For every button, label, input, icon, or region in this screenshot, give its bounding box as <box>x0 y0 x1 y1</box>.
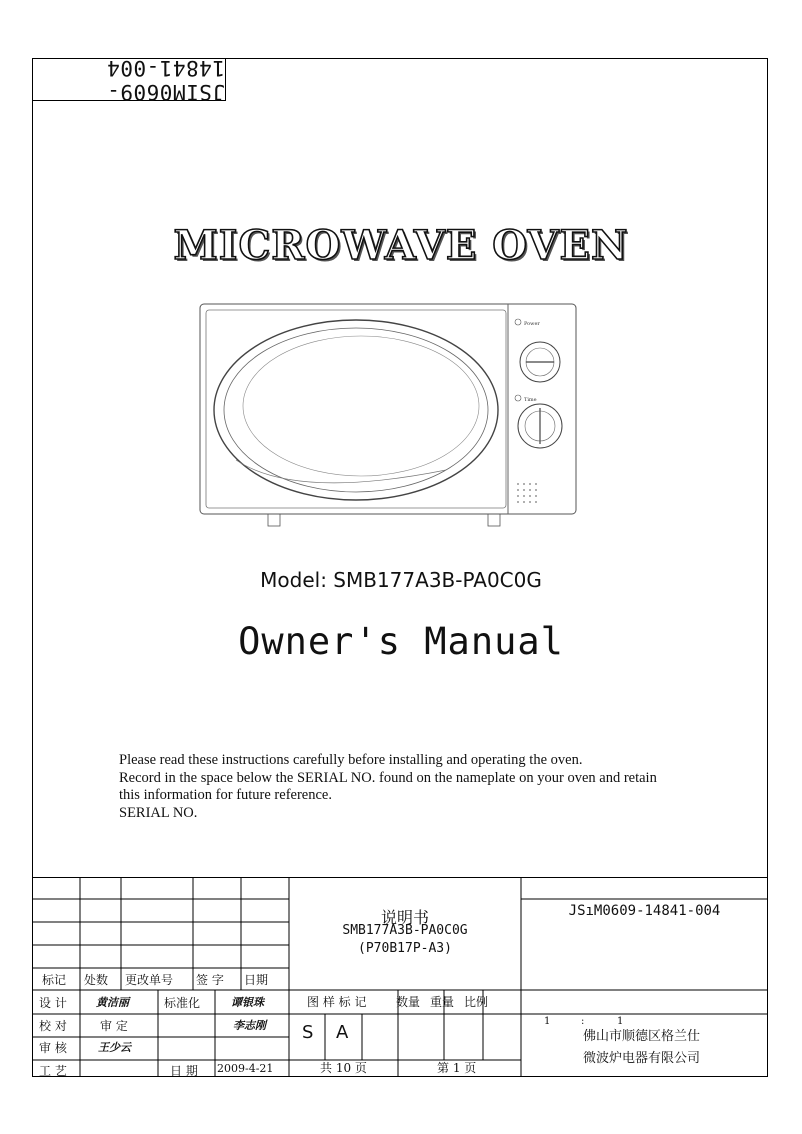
scale-left: 1 <box>544 1016 551 1027</box>
rotated-doc-code-box <box>32 55 226 104</box>
date-label: 日 期 <box>170 1064 198 1078</box>
instruction-line: this information for future reference. <box>119 787 332 803</box>
total-pages: 共 10 页 <box>320 1061 367 1075</box>
rev-header-count: 处数 <box>84 973 109 987</box>
mark-s: S <box>302 1022 314 1043</box>
design-signature: 黄洁丽 <box>96 996 129 1009</box>
quantity-label: 数量 <box>396 995 421 1009</box>
audit-signature: 王少云 <box>98 1041 131 1054</box>
scale-right: 1 <box>617 1016 624 1027</box>
standard-signature: 谭银珠 <box>231 996 264 1009</box>
design-label: 设 计 <box>39 996 67 1010</box>
rev-header-sign: 签 字 <box>196 973 224 987</box>
model-number: Model: SMB177A3B-PA0C0G <box>260 568 542 592</box>
manual-title: Owner's Manual <box>238 620 564 663</box>
instruction-line: Record in the space below the SERIAL NO. found on the nameplate on your oven and retain <box>119 769 657 786</box>
standard-label: 标准化 <box>164 996 201 1010</box>
instructions <box>119 752 719 822</box>
check-label: 校 对 <box>39 1019 67 1033</box>
instruction-line: SERIAL NO. <box>119 804 198 821</box>
title-block <box>32 877 768 1077</box>
approve-signature: 李志刚 <box>233 1019 266 1032</box>
rev-header-change-no: 更改单号 <box>125 973 174 987</box>
power-dial-label: Power <box>524 321 540 327</box>
craft-label: 工 艺 <box>39 1064 67 1078</box>
weight-label: 重量 <box>430 995 455 1009</box>
instruction-line: Please read these instructions carefully before installing and operating the oven. <box>119 752 583 768</box>
title-block-model: SMB177A3B-PA0C0G <box>342 923 468 938</box>
scale-colon: : <box>581 1016 585 1027</box>
pattern-mark-label: 图 样 标 记 <box>307 995 367 1009</box>
title-block-doc-code: JSıM0609-14841-004 <box>568 903 721 919</box>
scale-label: 比例 <box>464 995 489 1009</box>
title-block-sub-model: (P70B17P-A3) <box>358 941 452 956</box>
page-number: 第 1 页 <box>437 1061 477 1075</box>
product-title: MICROWAVE OVEN <box>173 222 629 269</box>
rotated-doc-code: JSIM0609-14841-004 <box>106 55 225 104</box>
company-name-line2: 微波炉电器有限公司 <box>583 1051 701 1066</box>
approve-label: 审 定 <box>100 1019 128 1033</box>
date-value: 2009-4-21 <box>217 1062 274 1075</box>
microwave-oven-illustration <box>196 300 580 530</box>
company-name-line1: 佛山市顺德区格兰仕 <box>583 1029 701 1044</box>
mark-a: A <box>336 1022 349 1043</box>
doc-name: 说明书 <box>380 908 429 927</box>
rev-header-date: 日期 <box>244 973 269 987</box>
audit-label: 审 核 <box>39 1041 67 1055</box>
rev-header-mark: 标记 <box>42 973 67 987</box>
time-dial-label: Time <box>524 397 537 403</box>
